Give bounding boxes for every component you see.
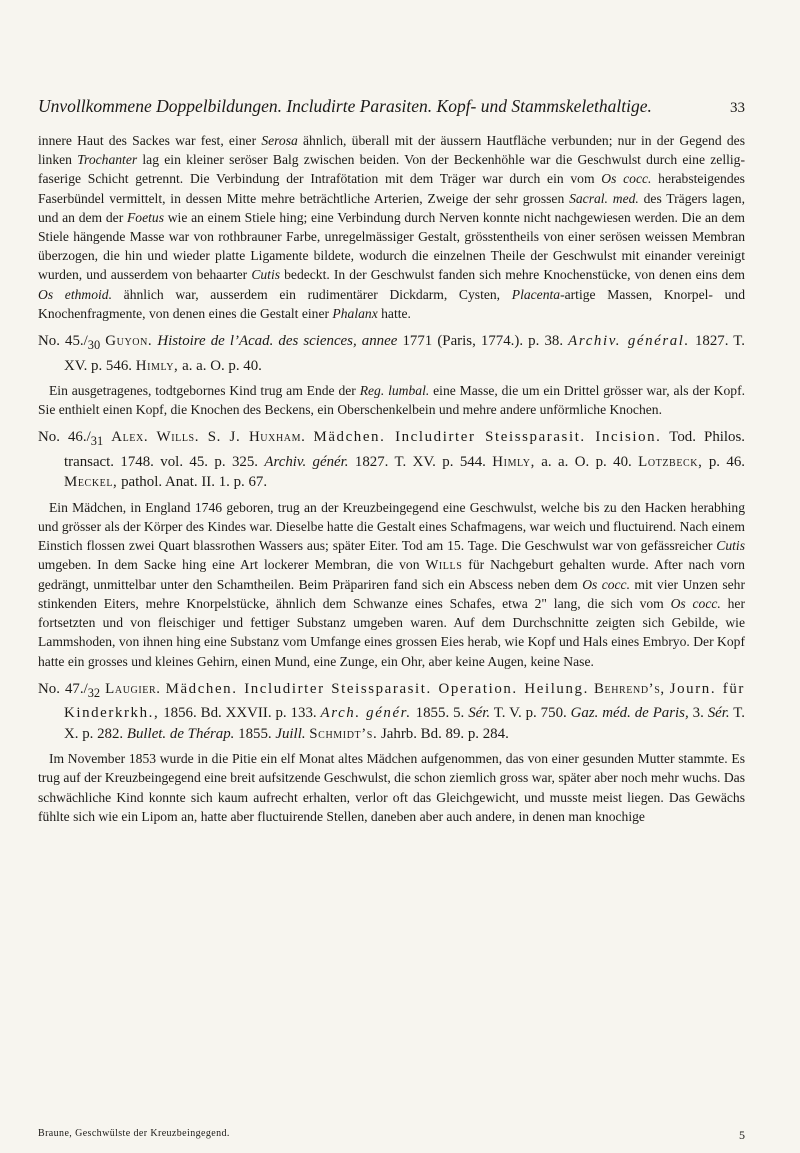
page-number: 33 — [730, 100, 745, 116]
case-entry-47: No. $47./_{32}$ Laugier. Mädchen. Includirter Steissparasit. Operation. Heilung. Behrend’s, Journ. für Kinderkrkh., 1856. Bd. XXVII. p. 133. Arch. génér. 1855. 5. Sér. T. V. p. 750. Gaz. méd. de Paris, 3. Sér. T. X. p. 282. Bullet. de Thérap. 1855. Juill. Schmidt’s. Jahrb. Bd. 89. p. 284. — [38, 680, 746, 742]
running-header — [38, 96, 745, 117]
sheet-signature: Braune, Geschwülste der Kreuzbeingegend. — [38, 1128, 230, 1139]
case-description-45: Ein ausgetragenes, todtgebornes Kind trug am Ende der Reg. lumbal. eine Masse, die um ein Drittel grösser war, als der Kopf. Sie enthielt einen Kopf, die Knochen des Beckens, ein Oberschenkelbein und mehre andere unförmliche Knochen. — [38, 383, 746, 418]
sheet-number: 5 — [739, 1128, 745, 1142]
case-description-47: Im November 1853 wurde in die Pitie ein elf Monat altes Mädchen aufgenommen, das von einer gesunden Mutter stammte. Es trug auf der Kreuzbeingegend eine breit aufsitzende Geschwulst, die schon ziemlich gross war, später aber noch mehr wuchs. Das schwächliche Kind konnte sich kaum aufrecht erhalten, verlor oft das Gleichgewicht, und musste meist liegen. Das Gewächs fühlte sich wie ein Lipom an, hatte aber fluctuirende Stellen, daneben aber auch andere, in denen man knochige — [38, 751, 745, 824]
case-entry-45: No. $45./_{30}$ Guyon. Histoire de l’Acad. des sciences, annee 1771 (Paris, 1774.). p. 38. Archiv. général. 1827. T. XV. p. 546. Himly, a. a. O. p. 40. — [38, 333, 745, 374]
case-entry-46: No. $46./_{31}$ Alex. Wills. S. J. Huxham. Mädchen. Includirter Steissparasit. Incision. Tod. Philos. transact. 1748. vol. 45. p. 325. Archiv. génér. 1827. T. XV. p. 544. Himly, a. a. O. p. 40. Lotzbeck, p. 46. Meckel, pathol. Anat. II. 1. p. 67. — [38, 429, 746, 491]
page-footer — [38, 1128, 745, 1143]
paragraph-continuation: innere Haut des Sackes war fest, einer Serosa ähnlich, überall mit der äussern Hautfläche verbunden; nur in der Gegend des linken Trochanter lag ein kleiner seröser Balg zwischen beiden. Von der Beckenhöhle war die Geschwulst durch eine zellig-faserige Schicht getrennt. Die Verbindung der Intrafötation mit dem Träger war durch ein vom Os cocc. herabsteigendes Faserbündel vermittelt, in dessen Mitte mehre beträchtliche Arterien, Zweige der sehr grossen Sacral. med. des Trägers lagen, und an dem der Foetus wie an einem Stiele hing; eine Verbindung durch Nerven konnte nicht nachgewiesen werden. Die an dem Stiele hängende Masse war von rothbrauner Farbe, unregelmässiger Gestalt, grösstentheils von einer serösen weissen Membran überzogen, die hin und wieder platte Ligamente bildete, wodurch die einzelnen Theile der Geschwulst mit einander vereinigt wurden, und ausserdem von behaarter Cutis bedeckt. In der Geschwulst fanden sich mehre Knochenstücke, von denen eins dem Os ethmoid. ähnlich war, ausserdem ein rudimentärer Dickdarm, Cysten, Placenta-artige Massen, Knorpel- und Knochenfragmente, von denen eines die Gestalt einer Phalanx hatte. — [38, 133, 745, 321]
case-description-46: Ein Mädchen, in England 1746 geboren, trug an der Kreuzbeingegend eine Geschwulst, welche bis zu den Hacken herabhing und grösser als der Körper des Kindes war. Dieselbe hatte die Gestalt eines Schafmagens, war weich und fluctuirend. Nach einem Einstich flossen zwei Quart blassrothen Wassers aus; später Eiter. Tod am 15. Tage. Die Geschwulst war von gefässreicher Cutis umgeben. In dem Sacke hing eine Art lockerer Membran, die von Wills für Nachgeburt gehalten wurde. After nach vorn gedrängt, unmittelbar unter den Schamtheilen. Beim Präpariren fand sich ein Abscess neben dem Os cocc. mit vier Unzen sehr stinkenden Eiters, mehre Knorpelstücke, ähnlich dem Schwanze eines Schafes, etwa 2" lang, die sich vom Os cocc. her fortsetzten und von fleischiger und fettiger Substanz umgeben waren. Auf dem Durchschnitte zeigten sich Gebilde, wie Lammshoden, von ihnen hing eine Substanz vom Umfange eines grossen Eies herab, wie Kopf und Hals eines Embryo. Der Kopf hatte ein grosses und kleines Gehirn, einen Mund, eine Zunge, ein Ohr, aber keine Augen, keine Nase. — [38, 499, 745, 669]
running-title: Unvollkommene Doppelbildungen. Includirte Parasiten. Kopf- und Stammskelethaltige. — [38, 96, 652, 116]
